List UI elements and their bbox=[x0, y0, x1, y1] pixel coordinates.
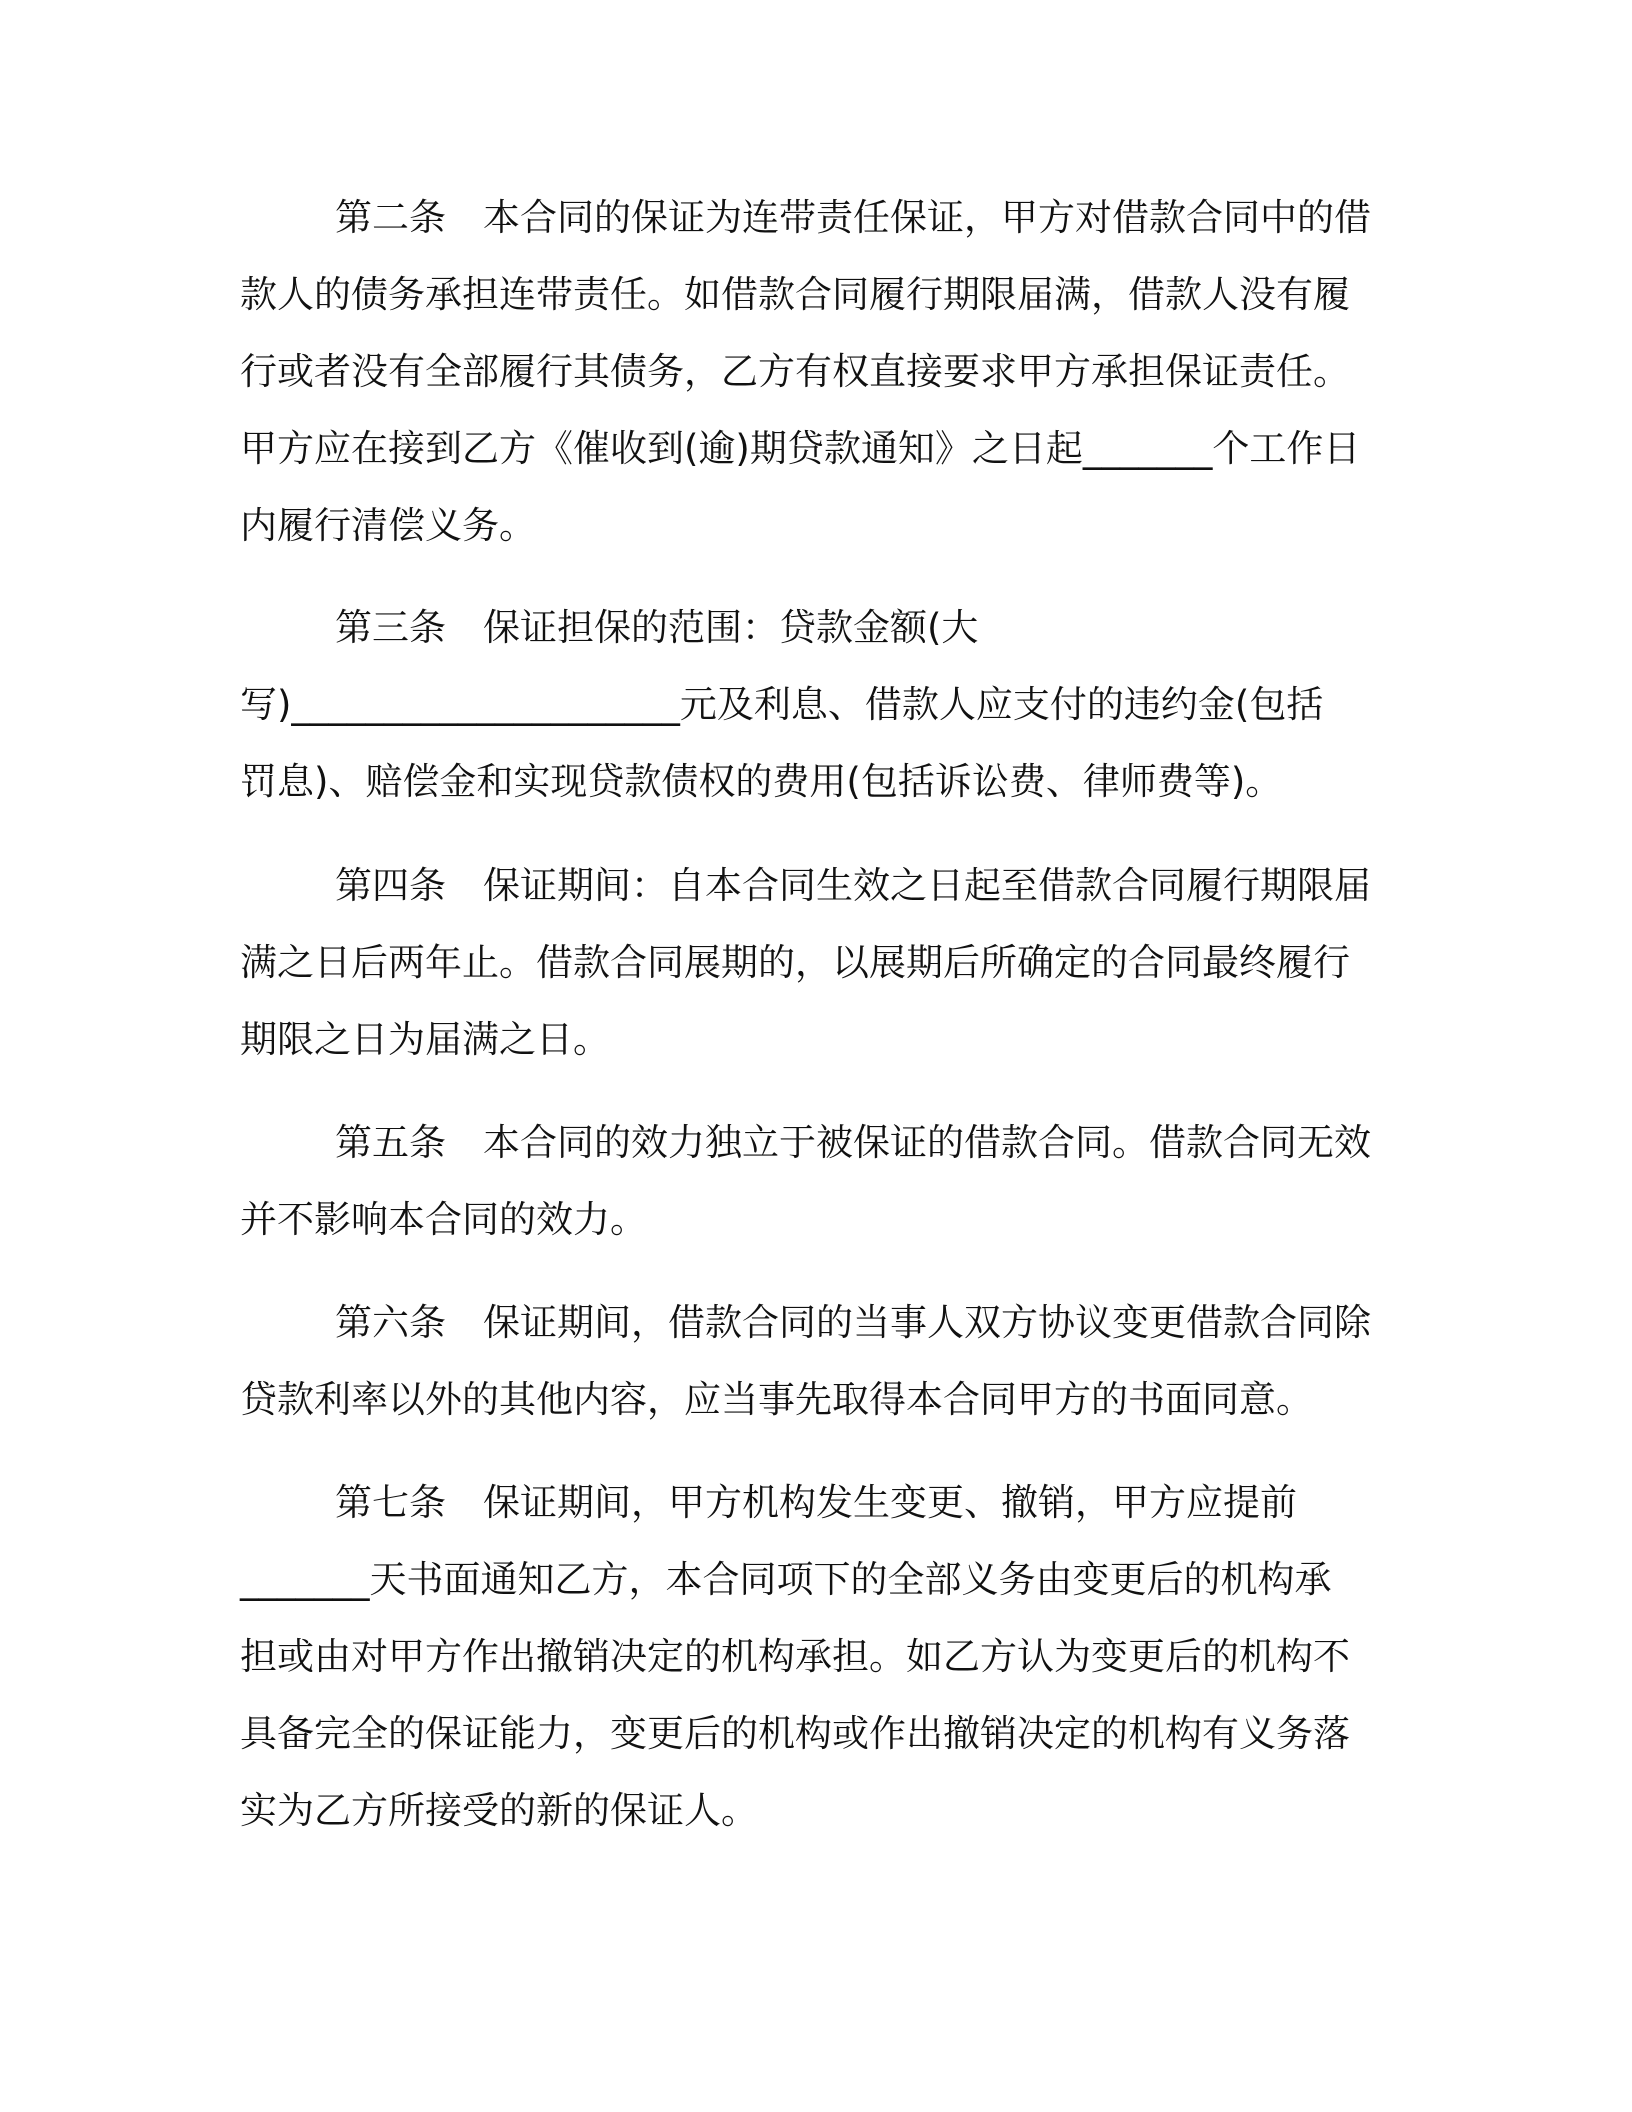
clause-line: 贷款利率以外的其他内容，应当事先取得本合同甲方的书面同意。 bbox=[240, 1378, 1313, 1421]
clause-line: 款人的债务承担连带责任。如借款合同履行期限届满，借款人没有履 bbox=[240, 273, 1350, 316]
clause-line: 具备完全的保证能力，变更后的机构或作出撤销决定的机构有义务落 bbox=[240, 1712, 1350, 1755]
clause-line: 担或由对甲方作出撤销决定的机构承担。如乙方认为变更后的机构不 bbox=[240, 1635, 1350, 1678]
clause-line: 内履行清偿义务。 bbox=[240, 504, 536, 547]
clause-line: 第二条 本合同的保证为连带责任保证，甲方对借款合同中的借 bbox=[335, 196, 1371, 239]
clause-line: 第四条 保证期间：自本合同生效之日起至借款合同履行期限届 bbox=[335, 864, 1371, 907]
clause-line: 期限之日为届满之日。 bbox=[240, 1018, 610, 1061]
clause-line: 甲方应在接到乙方《催收到(逾)期贷款通知》之日起_______个工作日 bbox=[240, 427, 1361, 470]
clause-line: 第五条 本合同的效力独立于被保证的借款合同。借款合同无效 bbox=[335, 1121, 1371, 1164]
clause-line: 第六条 保证期间，借款合同的当事人双方协议变更借款合同除 bbox=[335, 1301, 1371, 1344]
clause-line: _______天书面通知乙方，本合同项下的全部义务由变更后的机构承 bbox=[240, 1558, 1332, 1601]
clause-line: 第七条 保证期间，甲方机构发生变更、撤销，甲方应提前 bbox=[335, 1481, 1297, 1524]
clause-line: 行或者没有全部履行其债务，乙方有权直接要求甲方承担保证责任。 bbox=[240, 350, 1350, 393]
clause-line: 罚息)、赔偿金和实现贷款债权的费用(包括诉讼费、律师费等)。 bbox=[240, 760, 1283, 803]
clause-line: 并不影响本合同的效力。 bbox=[240, 1198, 647, 1241]
clause-line: 第三条 保证担保的范围：贷款金额(大 bbox=[335, 606, 979, 649]
clause-line: 满之日后两年止。借款合同展期的，以展期后所确定的合同最终履行 bbox=[240, 941, 1350, 984]
clause-line: 实为乙方所接受的新的保证人。 bbox=[240, 1789, 758, 1832]
clause-line: 写)_____________________元及利息、借款人应支付的违约金(包括 bbox=[240, 683, 1324, 726]
